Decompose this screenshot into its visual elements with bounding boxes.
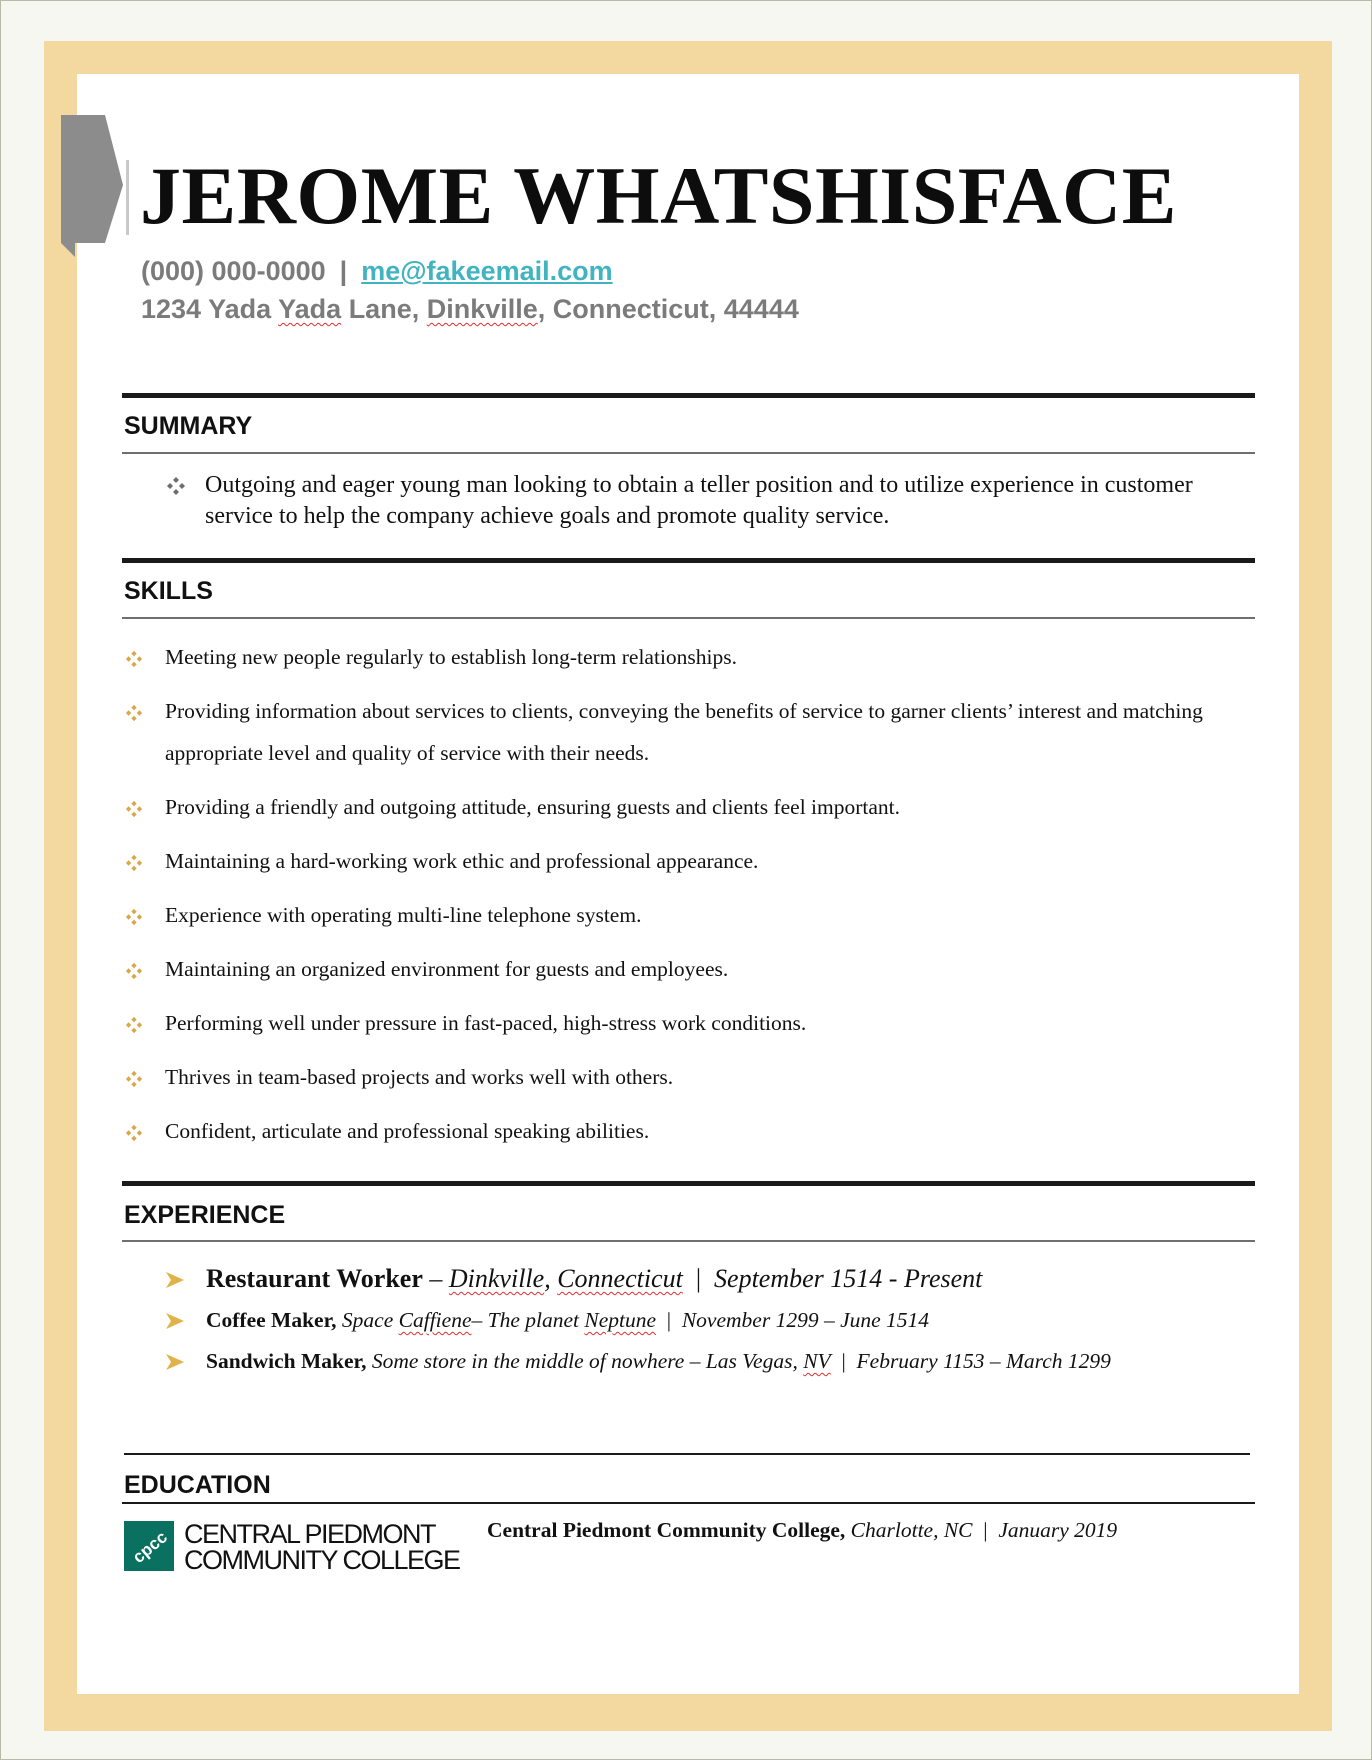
email-link[interactable]: me@fakeemail.com xyxy=(361,256,613,286)
job-dates: September 1514 - Present xyxy=(714,1264,983,1293)
skill-item xyxy=(125,636,1250,678)
experience-item xyxy=(166,1300,1266,1341)
job-location-misspelled: Caffiene xyxy=(398,1308,472,1332)
summary-text: Outgoing and eager young man looking to obtain a teller position and to utilize experience in customer service to help the company achieve goals and promote quality service. xyxy=(205,472,1193,529)
address-city: Dinkville xyxy=(426,294,538,324)
job-pipe: | xyxy=(682,1264,715,1293)
college-logo-icon xyxy=(124,1521,174,1571)
diamond-bullet-icon xyxy=(125,800,143,818)
college-logo-text xyxy=(184,1521,460,1573)
job-location-planet: Neptune xyxy=(584,1308,657,1332)
applicant-name: JEROME WHATSHISFACE xyxy=(140,150,1177,241)
job-separator: – xyxy=(422,1264,449,1293)
logo-line-1: CENTRAL PIEDMONT xyxy=(184,1519,436,1549)
section-title-education: EDUCATION xyxy=(124,1471,271,1499)
skill-item xyxy=(125,948,1250,990)
college-logo-abbr: cpcc xyxy=(129,1527,171,1567)
school-location: Charlotte, NC xyxy=(845,1518,973,1542)
diamond-bullet-icon xyxy=(125,1124,143,1142)
job-title: Coffee Maker, xyxy=(206,1308,337,1332)
graduation-date: January 2019 xyxy=(998,1518,1118,1542)
job-pipe: | xyxy=(656,1308,682,1332)
experience-item xyxy=(166,1341,1266,1382)
address-suffix: , Connecticut, 44444 xyxy=(537,294,799,324)
section-underline xyxy=(122,1240,1255,1242)
address-yada: Yada xyxy=(278,294,342,324)
experience-item xyxy=(166,1258,1266,1300)
skill-text: Providing information about services to clients, conveying the benefits of service to garner clients’ interest and matching appropriate level and quality of service with their needs. xyxy=(165,699,1203,765)
diamond-bullet-icon xyxy=(125,962,143,980)
arrow-bullet-icon xyxy=(166,1354,184,1370)
job-title: Restaurant Worker xyxy=(206,1264,423,1293)
section-underline xyxy=(122,1502,1255,1504)
section-title-skills: SKILLS xyxy=(124,577,213,605)
diamond-bullet-icon xyxy=(125,908,143,926)
skill-text: Thrives in team-based projects and works well with others. xyxy=(165,1065,674,1089)
job-title: Sandwich Maker, xyxy=(206,1349,367,1373)
skill-item xyxy=(125,1002,1250,1044)
skills-list xyxy=(125,636,1250,1164)
name-accent-bar xyxy=(126,160,129,235)
job-pipe: | xyxy=(830,1349,857,1373)
contact-separator: | xyxy=(339,256,348,286)
skill-item xyxy=(125,840,1250,882)
address-mid: Lane, xyxy=(341,294,427,324)
job-location: Some store in the middle of nowhere – Las Vegas, xyxy=(366,1349,804,1373)
section-rule xyxy=(122,1181,1255,1186)
skill-item xyxy=(125,1056,1250,1098)
skill-text: Maintaining a hard-working work ethic and professional appearance. xyxy=(165,849,759,873)
section-title-experience: EXPERIENCE xyxy=(124,1201,286,1229)
logo-line-2: COMMUNITY COLLEGE xyxy=(184,1545,460,1575)
job-location-rest: – The planet xyxy=(471,1308,585,1332)
job-dates: November 1299 – June 1514 xyxy=(681,1308,930,1332)
header-tab-icon xyxy=(61,115,125,257)
job-location-state: Connecticut xyxy=(557,1264,683,1293)
job-location-separator: , xyxy=(544,1264,558,1293)
arrow-bullet-icon xyxy=(166,1313,184,1329)
phone-number: (000) 000-0000 xyxy=(141,256,326,286)
skill-text: Experience with operating multi-line telephone system. xyxy=(165,903,642,927)
section-underline xyxy=(122,452,1255,454)
experience-list xyxy=(166,1258,1266,1382)
education-pipe: | xyxy=(972,1518,999,1542)
skill-text: Providing a friendly and outgoing attitude, ensuring guests and clients feel important. xyxy=(165,795,901,819)
job-dates: February 1153 – March 1299 xyxy=(856,1349,1111,1373)
address-line xyxy=(141,294,799,325)
section-rule xyxy=(122,558,1255,563)
section-rule xyxy=(122,393,1255,398)
diamond-bullet-icon xyxy=(166,476,186,496)
skill-text: Meeting new people regularly to establish long-term relationships. xyxy=(165,645,737,669)
job-location-state: NV xyxy=(803,1349,831,1373)
section-title-summary: SUMMARY xyxy=(124,412,253,440)
section-underline xyxy=(122,617,1255,619)
diamond-bullet-icon xyxy=(125,704,143,722)
skill-text: Maintaining an organized environment for guests and employees. xyxy=(165,957,729,981)
diamond-bullet-icon xyxy=(125,1016,143,1034)
section-rule xyxy=(124,1453,1250,1455)
job-location: Space xyxy=(336,1308,399,1332)
job-location: Dinkville xyxy=(448,1264,545,1293)
education-entry xyxy=(487,1518,1117,1543)
skill-text: Confident, articulate and professional speaking abilities. xyxy=(165,1119,650,1143)
skill-item xyxy=(125,894,1250,936)
diamond-bullet-icon xyxy=(125,650,143,668)
school-name: Central Piedmont Community College, xyxy=(487,1518,846,1542)
diamond-bullet-icon xyxy=(125,854,143,872)
skill-item xyxy=(125,1110,1250,1152)
skill-text: Performing well under pressure in fast-paced, high-stress work conditions. xyxy=(165,1011,807,1035)
skill-item xyxy=(125,690,1250,774)
contact-line xyxy=(141,256,613,287)
arrow-bullet-icon xyxy=(166,1272,184,1288)
diamond-bullet-icon xyxy=(125,1070,143,1088)
address-text: 1234 Yada xyxy=(141,294,279,324)
skill-item xyxy=(125,786,1250,828)
